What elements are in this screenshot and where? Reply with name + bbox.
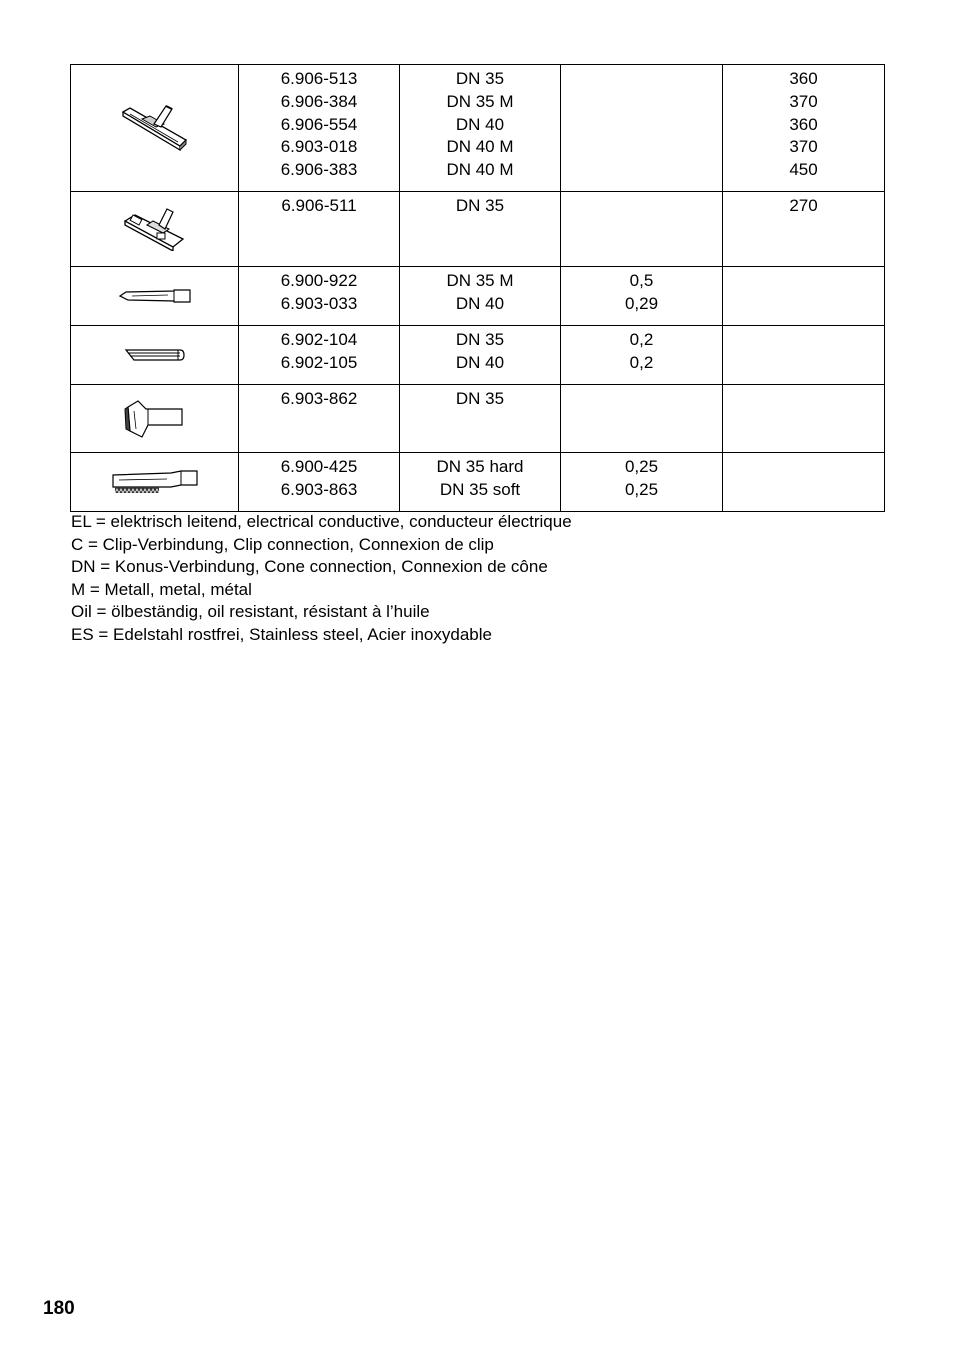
value5-cell: [723, 326, 885, 385]
part-number: 6.902-105: [280, 352, 358, 372]
connection: DN 40 M: [446, 137, 514, 157]
part-number-cell: [239, 192, 400, 267]
connection: DN 40 M: [446, 160, 514, 180]
image-cell: [71, 65, 239, 192]
table-row: [71, 326, 885, 385]
part-number: 6.906-383: [280, 160, 358, 180]
crevice-nozzle-long-icon: [124, 347, 186, 363]
image-cell: [71, 385, 239, 453]
legend-item: M = Metall, metal, métal: [71, 579, 252, 599]
value4: 0,25: [624, 479, 659, 499]
part-number: 6.906-384: [280, 91, 358, 111]
value5: 360: [789, 69, 818, 88]
value4-cell: [561, 326, 723, 385]
value5-cell: [723, 267, 885, 326]
value4: 0,2: [629, 330, 654, 349]
part-number-cell: [239, 65, 400, 192]
value4-cell: [561, 65, 723, 192]
part-number: 6.900-922: [280, 271, 358, 290]
connection: DN 40: [455, 293, 505, 313]
part-number: 6.906-511: [281, 196, 357, 215]
part-number: 6.906-513: [280, 69, 358, 88]
connection-cell: [400, 65, 561, 192]
value5: 370: [789, 91, 818, 111]
value4-cell: [561, 192, 723, 267]
value4-cell: [561, 385, 723, 453]
value4: 0,2: [629, 352, 654, 372]
connection-cell: [400, 267, 561, 326]
table-row: [71, 65, 885, 192]
image-cell: [71, 326, 239, 385]
connection: DN 35: [455, 69, 505, 88]
legend-item: Oil = ölbeständig, oil resistant, résistant à l’huile: [71, 602, 430, 622]
upholstery-nozzle-icon: [124, 399, 186, 439]
part-number: 6.903-018: [280, 137, 358, 157]
value5-cell: [723, 385, 885, 453]
part-number-cell: [239, 326, 400, 385]
value4: 0,29: [624, 293, 659, 313]
image-cell: [71, 267, 239, 326]
image-cell: [71, 453, 239, 512]
connection-cell: [400, 326, 561, 385]
part-number-cell: [239, 453, 400, 512]
legend-item: ES = Edelstahl rostfrei, Stainless steel, Acier inoxydable: [71, 624, 492, 644]
table-row: [71, 385, 885, 453]
value5: 450: [789, 160, 818, 180]
crevice-nozzle-icon: [118, 287, 192, 305]
connection: DN 35 hard: [436, 457, 524, 476]
value5-cell: [723, 65, 885, 192]
floor-nozzle-switchable-icon: [123, 207, 187, 251]
value4-cell: [561, 453, 723, 512]
table-row: [71, 192, 885, 267]
legend: [71, 511, 572, 647]
value4: 0,5: [629, 271, 654, 290]
connection: DN 35 soft: [439, 479, 521, 499]
connection: DN 35: [455, 196, 505, 215]
brush-nozzle-icon: [111, 469, 199, 495]
page-number: 180: [43, 1298, 75, 1319]
value4: 0,25: [624, 457, 659, 476]
part-number: 6.902-104: [280, 330, 358, 349]
part-number-cell: [239, 267, 400, 326]
connection-cell: [400, 385, 561, 453]
image-cell: [71, 192, 239, 267]
legend-item: EL = elektrisch leitend, electrical conductive, conducteur électrique: [71, 512, 572, 531]
connection: DN 40: [455, 352, 505, 372]
connection-cell: [400, 453, 561, 512]
value5: 370: [789, 137, 818, 157]
part-number-cell: [239, 385, 400, 453]
connection: DN 35: [455, 330, 505, 349]
connection: DN 35 M: [446, 91, 514, 111]
connection-cell: [400, 192, 561, 267]
value5: 360: [789, 114, 818, 134]
table-row: [71, 453, 885, 512]
part-number: 6.900-425: [280, 457, 358, 476]
table-row: [71, 267, 885, 326]
part-number: 6.903-862: [280, 389, 358, 408]
connection: DN 35 M: [446, 271, 514, 290]
legend-item: DN = Konus-Verbindung, Cone connection, Connexion de cône: [71, 557, 548, 577]
part-number: 6.903-033: [280, 293, 358, 313]
value4-cell: [561, 267, 723, 326]
floor-nozzle-wide-icon: [120, 102, 190, 154]
value5-cell: [723, 192, 885, 267]
value5-cell: [723, 453, 885, 512]
value5: 270: [789, 196, 818, 215]
legend-item: C = Clip-Verbindung, Clip connection, Connexion de clip: [71, 534, 494, 554]
connection: DN 40: [455, 114, 505, 134]
connection: DN 35: [455, 389, 505, 408]
part-number: 6.903-863: [280, 479, 358, 499]
accessories-table: [70, 64, 885, 512]
part-number: 6.906-554: [280, 114, 358, 134]
